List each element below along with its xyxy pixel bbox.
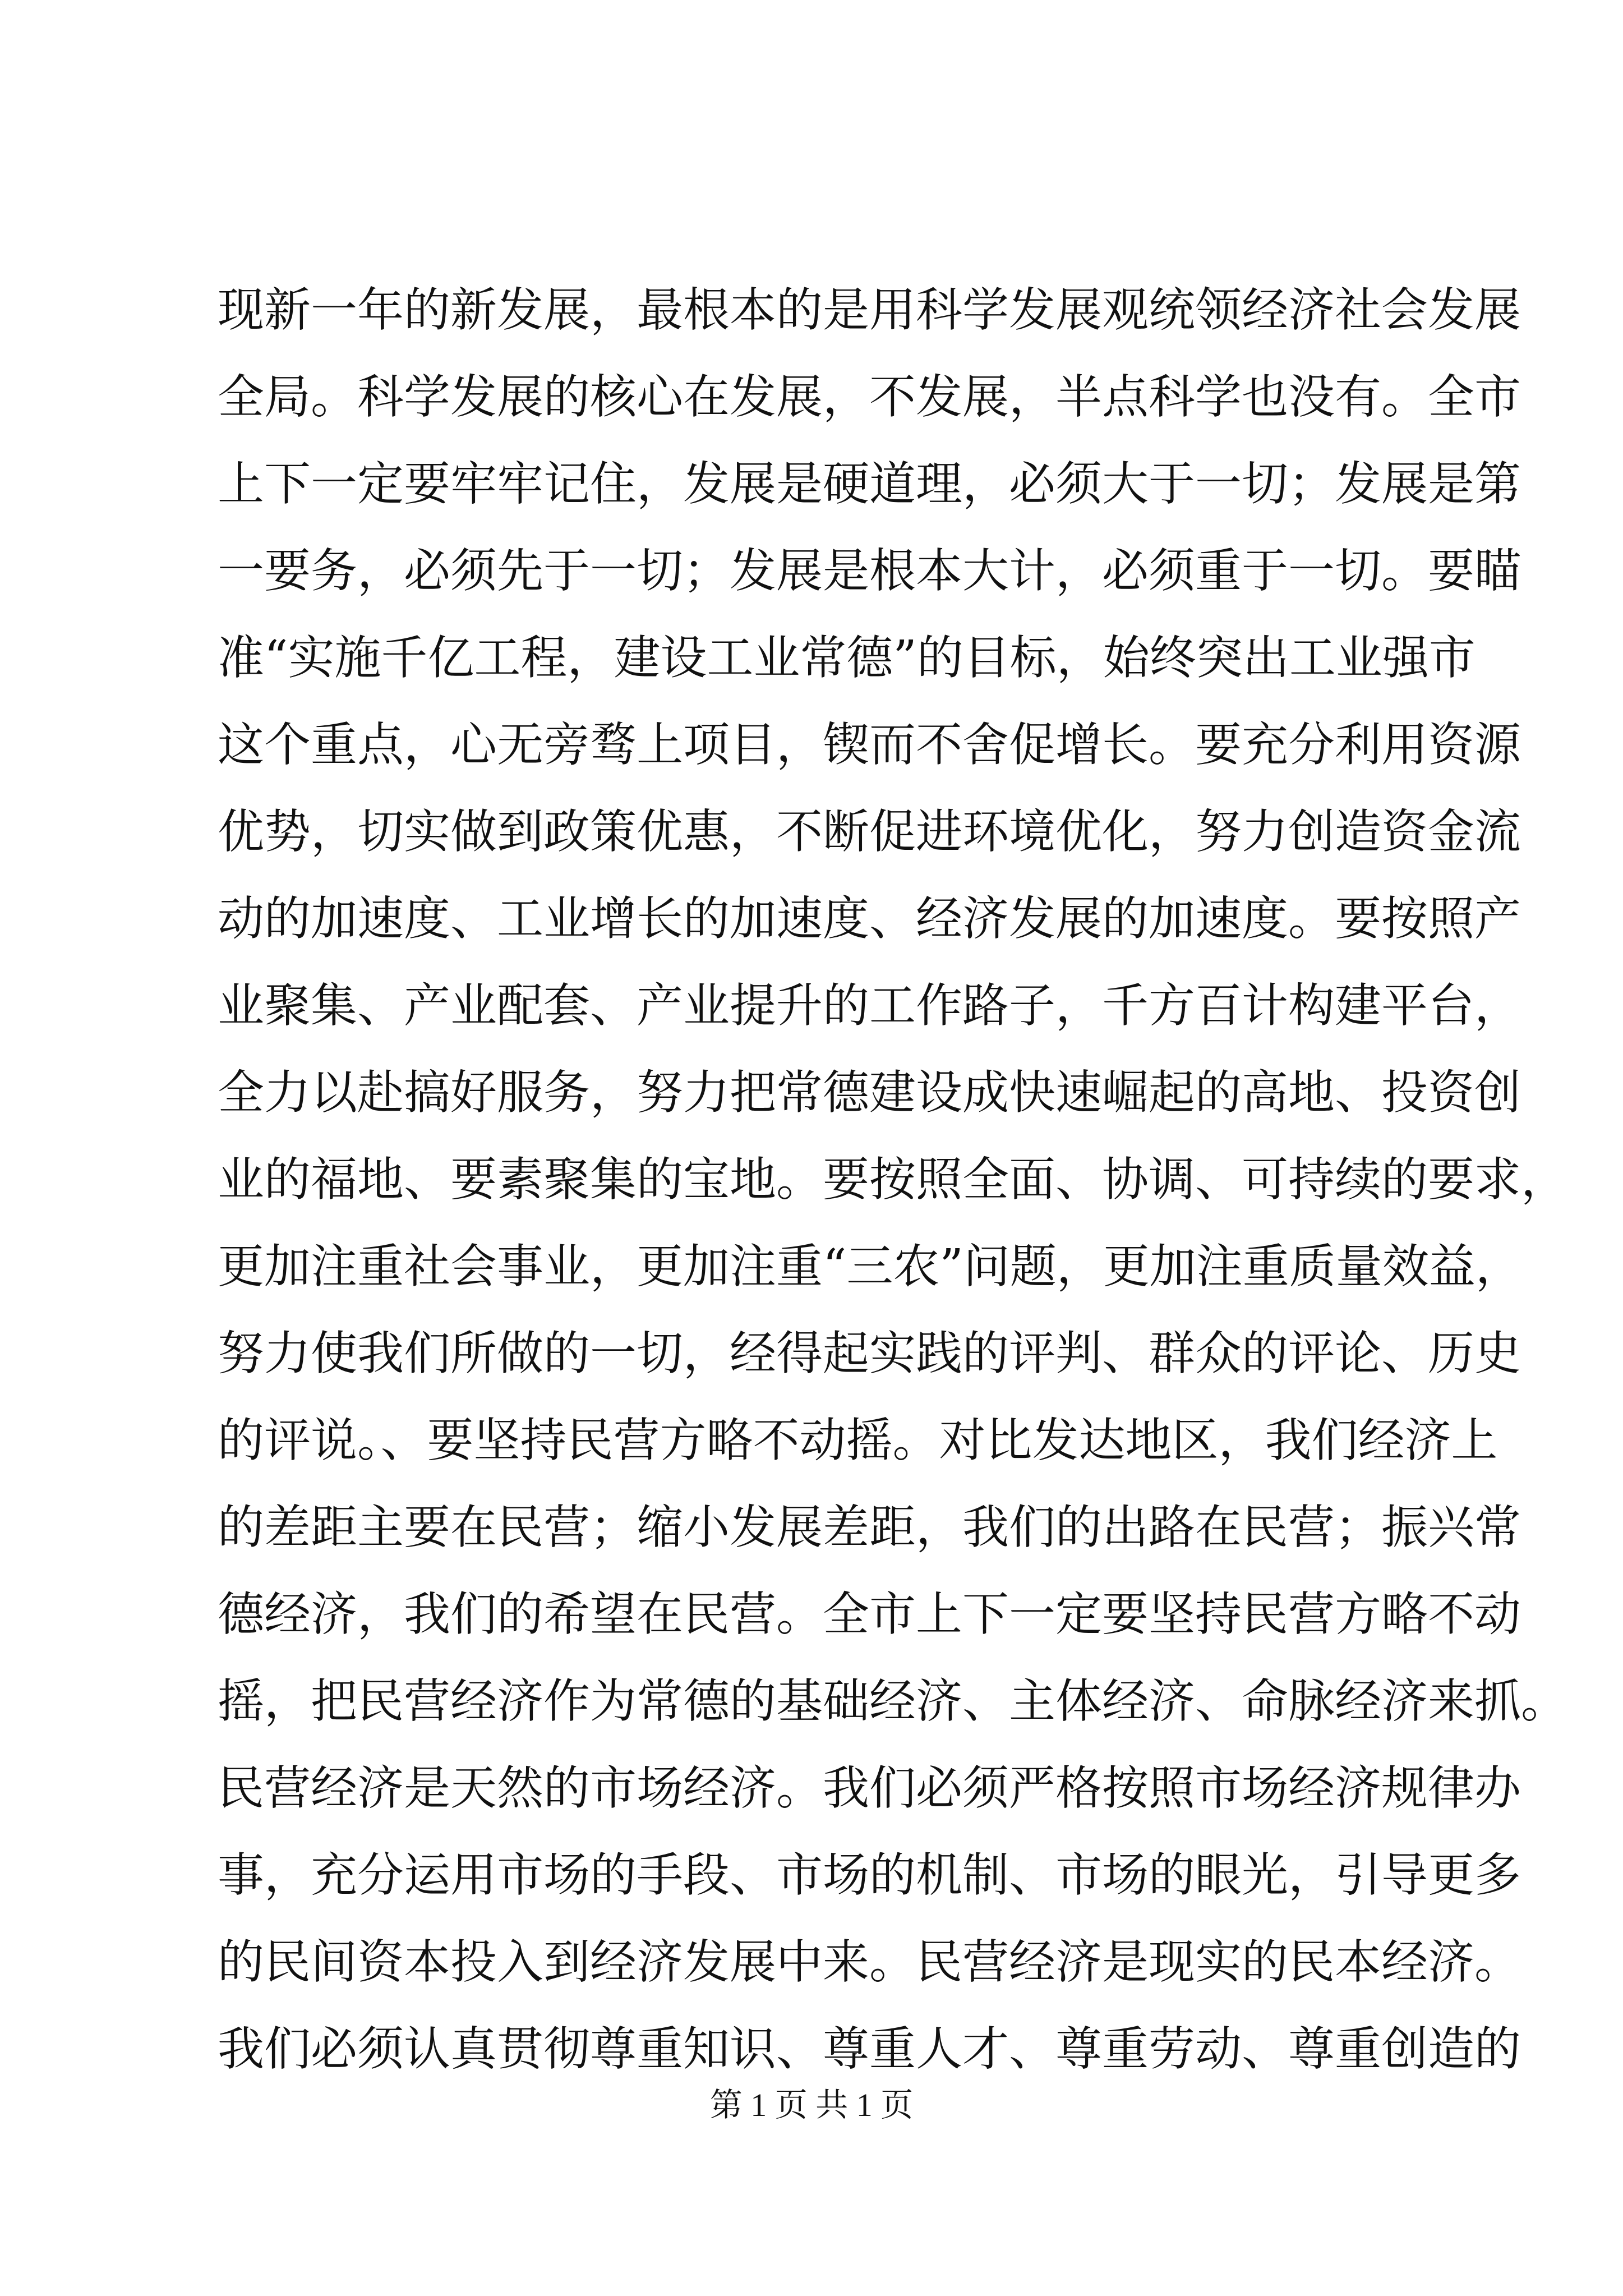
text-line: 准“实施千亿工程，建设工业常德”的目标，始终突出工业强市 [218,631,1476,685]
text-line: 的差距主要在民营；缩小发展差距，我们的出路在民营；振兴常 [218,1500,1521,1554]
text-line: 我们必须认真贯彻尊重知识、尊重人才、尊重劳动、尊重创造的 [218,2022,1521,2076]
text-line: 努力使我们所做的一切，经得起实践的评判、群众的评论、历史 [218,1326,1521,1381]
text-line: 一要务，必须先于一切；发展是根本大计，必须重于一切。要瞄 [218,544,1521,598]
page-footer [0,2086,1623,2125]
text-line: 更加注重社会事业，更加注重“三农”问题，更加注重质量效益， [218,1239,1522,1294]
text-line: 事，充分运用市场的手段、市场的机制、市场的眼光，引导更多 [218,1848,1521,1902]
text-line: 业的福地、要素聚集的宝地。要按照全面、协调、可持续的要求， [218,1152,1567,1207]
text-line: 的评说。、要坚持民营方略不动摇。对比发达地区，我们经济上 [218,1413,1498,1467]
text-line: 优势，切实做到政策优惠，不断促进环境优化，努力创造资金流 [218,804,1521,859]
text-line: 全力以赴搞好服务，努力把常德建设成快速崛起的高地、投资创 [218,1065,1521,1120]
text-line: 动的加速度、工业增长的加速度、经济发展的加速度。要按照产 [218,891,1521,946]
text-line: 这个重点，心无旁骛上项目，锲而不舍促增长。要充分利用资源 [218,717,1521,772]
text-line: 摇，把民营经济作为常德的基础经济、主体经济、命脉经济来抓。 [218,1674,1567,1728]
page-number: 第 1 页 共 1 页 [709,2087,914,2123]
text-line: 民营经济是天然的市场经济。我们必须严格按照市场经济规律办 [218,1761,1521,1815]
text-line: 业聚集、产业配套、产业提升的工作路子，千方百计构建平台， [218,978,1521,1033]
text-line: 的民间资本投入到经济发展中来。民营经济是现实的民本经济。 [218,1935,1521,1989]
text-line: 德经济，我们的希望在民营。全市上下一定要坚持民营方略不动 [218,1587,1521,1641]
body-text [218,266,1567,2092]
text-line: 上下一定要牢牢记住，发展是硬道理，必须大于一切；发展是第 [218,457,1521,511]
text-line: 全局。科学发展的核心在发展，不发展，半点科学也没有。全市 [218,370,1521,424]
text-line: 现新一年的新发展，最根本的是用科学发展观统领经济社会发展 [218,283,1521,337]
